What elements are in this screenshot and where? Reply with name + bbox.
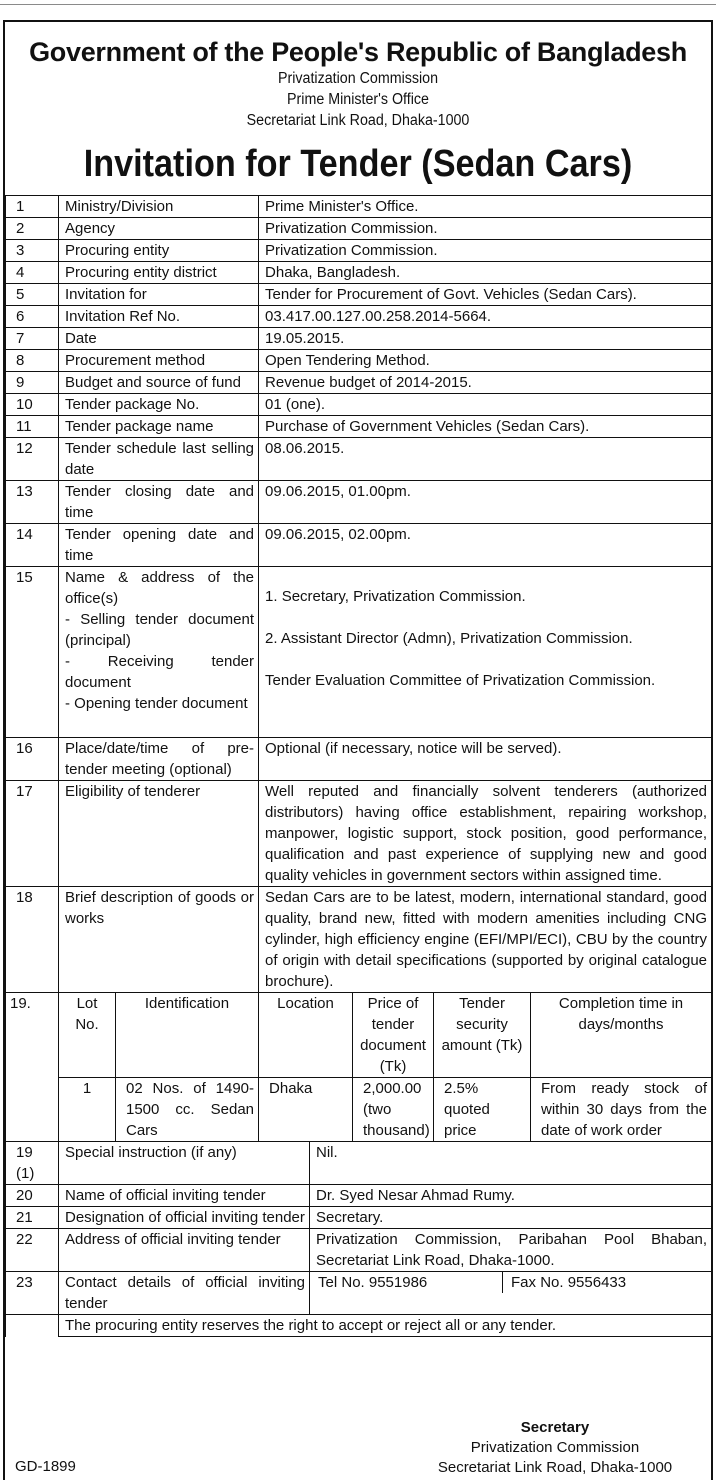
row-number: 21 xyxy=(6,1207,59,1229)
security-header: Tender security amount (Tk) xyxy=(434,993,531,1078)
row-label: Eligibility of tenderer xyxy=(59,781,259,887)
row-number: 13 xyxy=(6,481,59,524)
table-row xyxy=(6,887,712,993)
table-row xyxy=(6,240,712,262)
row-number: 8 xyxy=(6,350,59,372)
row-label: Tender opening date and time xyxy=(59,524,259,567)
signatory-title: Secretary xyxy=(520,1419,590,1436)
row-value: Dhaka, Bangladesh. xyxy=(259,262,712,284)
notice-title: Invitation for Tender (Sedan Cars) xyxy=(83,143,633,185)
table-row xyxy=(6,1207,712,1229)
row-label: Tender closing date and time xyxy=(59,481,259,524)
commission-name: Privatization Commission xyxy=(277,70,439,87)
completion-value: From ready stock of within 30 days from the date of work order xyxy=(531,1078,712,1142)
row-value: Prime Minister's Office. xyxy=(259,196,712,218)
row-value: Optional (if necessary, notice will be served). xyxy=(259,738,712,781)
price-header: Price of tender document (Tk) xyxy=(353,993,434,1078)
office-name: Prime Minister's Office xyxy=(287,91,429,108)
row-number: 22 xyxy=(6,1229,59,1272)
table-row xyxy=(6,218,712,240)
row-value: 19.05.2015. xyxy=(259,328,712,350)
row-value: Secretary. xyxy=(310,1207,712,1229)
row-label: Date xyxy=(59,328,259,350)
row-value: 09.06.2015, 01.00pm. xyxy=(259,481,712,524)
row-value: 03.417.00.127.00.258.2014-5664. xyxy=(259,306,712,328)
row-number: 11 xyxy=(6,416,59,438)
row-number: 19 (1) xyxy=(6,1142,59,1185)
location-header: Location xyxy=(259,993,353,1078)
row-value: Privatization Commission. xyxy=(259,218,712,240)
table-row xyxy=(6,306,712,328)
table-row xyxy=(6,262,712,284)
row-label: Designation of official inviting tender xyxy=(59,1207,310,1229)
row-label: Agency xyxy=(59,218,259,240)
notice-code: GD-1899 xyxy=(15,1458,76,1475)
row-number: 6 xyxy=(6,306,59,328)
row-label: Address of official inviting tender xyxy=(59,1229,310,1272)
row-label: Tender package No. xyxy=(59,394,259,416)
identification-header: Identification xyxy=(116,993,259,1078)
row-label: Tender schedule last selling date xyxy=(59,438,259,481)
signatory-org: Privatization Commission xyxy=(470,1439,640,1456)
table-row xyxy=(6,1315,712,1337)
table-row xyxy=(6,481,712,524)
identification-value: 02 Nos. of 1490-1500 cc. Sedan Cars xyxy=(116,1078,259,1142)
row-number: 17 xyxy=(6,781,59,887)
row-number: 18 xyxy=(6,887,59,993)
row-label: Invitation for xyxy=(59,284,259,306)
row-number: 20 xyxy=(6,1185,59,1207)
table-row xyxy=(6,284,712,306)
row-value: Privatization Commission. xyxy=(259,240,712,262)
row-number: 2 xyxy=(6,218,59,240)
tender-table xyxy=(5,195,712,1337)
lot-header-row xyxy=(6,993,712,1078)
row-value: Dr. Syed Nesar Ahmad Rumy. xyxy=(310,1185,712,1207)
fax-number: Fax No. 9556433 xyxy=(503,1272,712,1293)
government-heading: Government of the People's Republic of Bangladesh xyxy=(29,37,687,67)
row-label: Tender package name xyxy=(59,416,259,438)
row-value: Sedan Cars are to be latest, modern, international standard, good quality, brand new, fitted with modern amenities including CNG cylinder, high efficiency engine (EFI/MPI/ECI), CBU by the country of origin with detail specifications (supported by original catalogue brochure). xyxy=(259,887,712,993)
table-row xyxy=(6,738,712,781)
signature-block xyxy=(410,1418,700,1478)
row-label: Special instruction (if any) xyxy=(59,1142,310,1185)
row-label: Procuring entity district xyxy=(59,262,259,284)
location-value: Dhaka xyxy=(259,1078,353,1142)
row-value: 01 (one). xyxy=(259,394,712,416)
completion-header: Completion time in days/months xyxy=(531,993,712,1078)
row-number: 16 xyxy=(6,738,59,781)
row-number: 3 xyxy=(6,240,59,262)
table-row xyxy=(6,781,712,887)
row-value: Nil. xyxy=(310,1142,712,1185)
top-rule xyxy=(0,4,716,5)
row-number: 9 xyxy=(6,372,59,394)
row-number: 15 xyxy=(6,567,59,738)
row-value: Purchase of Government Vehicles (Sedan Cars). xyxy=(259,416,712,438)
table-row xyxy=(6,394,712,416)
row-label: Brief description of goods or works xyxy=(59,887,259,993)
table-row xyxy=(6,438,712,481)
row-label: Ministry/Division xyxy=(59,196,259,218)
row-value: 08.06.2015. xyxy=(259,438,712,481)
row-label: Invitation Ref No. xyxy=(59,306,259,328)
row-number: 1 xyxy=(6,196,59,218)
row-value: Revenue budget of 2014-2015. xyxy=(259,372,712,394)
security-value: 2.5% quoted price xyxy=(434,1078,531,1142)
row-number: 19. xyxy=(6,993,59,1142)
row-value: Privatization Commission, Paribahan Pool Bhaban, Secretariat Link Road, Dhaka-1000. xyxy=(310,1229,712,1272)
table-row xyxy=(6,196,712,218)
table-row xyxy=(6,350,712,372)
lot-value: 1 xyxy=(59,1078,116,1142)
reserve-note: The procuring entity reserves the right to accept or reject all or any tender. xyxy=(59,1315,712,1337)
row-number: 5 xyxy=(6,284,59,306)
row-value: 09.06.2015, 02.00pm. xyxy=(259,524,712,567)
row-label: Procuring entity xyxy=(59,240,259,262)
table-row xyxy=(6,524,712,567)
row-label: Place/date/time of pre-tender meeting (optional) xyxy=(59,738,259,781)
table-row xyxy=(6,416,712,438)
row-number: 14 xyxy=(6,524,59,567)
row-value: 1. Secretary, Privatization Commission. 2. Assistant Director (Admn), Privatization Commission. Tender Evaluation Committee of Privatization Commission. xyxy=(259,567,712,738)
row-label: Procurement method xyxy=(59,350,259,372)
row-label: Name & address of the office(s) - Selling tender document (principal) - Receiving tender document - Opening tender document xyxy=(59,567,259,738)
row-number: 12 xyxy=(6,438,59,481)
table-row xyxy=(6,1185,712,1207)
office-address: Secretariat Link Road, Dhaka-1000 xyxy=(246,112,470,129)
row-label: Budget and source of fund xyxy=(59,372,259,394)
row-number: 7 xyxy=(6,328,59,350)
contact-cell xyxy=(310,1272,712,1315)
row-number: 23 xyxy=(6,1272,59,1315)
table-row xyxy=(6,1229,712,1272)
table-row xyxy=(6,1142,712,1185)
table-row xyxy=(6,1272,712,1315)
table-row xyxy=(6,567,712,738)
row-number: 4 xyxy=(6,262,59,284)
row-number: 10 xyxy=(6,394,59,416)
tel-number: Tel No. 9551986 xyxy=(318,1274,428,1291)
row-label: Name of official inviting tender xyxy=(59,1185,310,1207)
lot-header: Lot No. xyxy=(59,993,116,1078)
notice-header xyxy=(0,36,716,131)
row-value: Well reputed and financially solvent tenderers (authorized distributors) having office establishment, repairing workshop, manpower, logistic support, stock position, good performance, qualification and past experience of supplying new and good quality vehicles in government sectors within assigned time. xyxy=(259,781,712,887)
table-row xyxy=(6,328,712,350)
price-value: 2,000.00 (two thousand) xyxy=(353,1078,434,1142)
lot-row xyxy=(6,1078,712,1142)
row-label: Contact details of official inviting tender xyxy=(59,1272,310,1315)
signatory-address: Secretariat Link Road, Dhaka-1000 xyxy=(437,1459,673,1476)
row-value: Open Tendering Method. xyxy=(259,350,712,372)
row-value: Tender for Procurement of Govt. Vehicles (Sedan Cars). xyxy=(259,284,712,306)
table-row xyxy=(6,372,712,394)
